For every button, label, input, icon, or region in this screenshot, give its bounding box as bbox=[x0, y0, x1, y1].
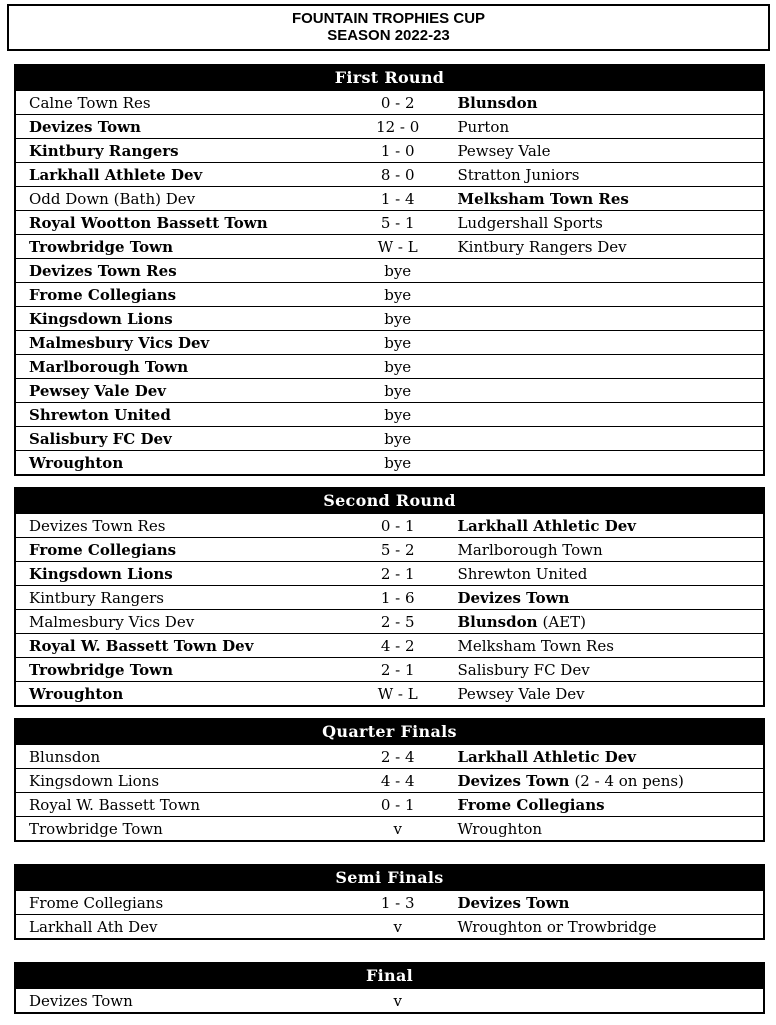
match-score: 4 - 4 bbox=[380, 771, 415, 790]
round-title: First Round bbox=[16, 66, 763, 90]
round-section bbox=[14, 64, 765, 476]
match-score: 0 - 2 bbox=[380, 93, 415, 112]
match-score: 1 - 4 bbox=[380, 189, 415, 208]
home-team: Frome Collegians bbox=[29, 893, 164, 912]
away-team bbox=[454, 796, 763, 814]
away-team-name: Purton bbox=[457, 117, 510, 136]
home-team: Calne Town Res bbox=[29, 93, 151, 112]
home-team: Trowbridge Town bbox=[29, 237, 173, 256]
home-team: Trowbridge Town bbox=[29, 660, 173, 679]
away-team bbox=[454, 918, 763, 936]
away-team-name: Wroughton bbox=[457, 819, 543, 838]
match-row bbox=[16, 186, 763, 210]
match-score: bye bbox=[384, 429, 412, 448]
home-team: Blunsdon bbox=[29, 747, 101, 766]
away-team bbox=[454, 541, 763, 559]
match-score: 5 - 1 bbox=[380, 213, 415, 232]
home-team: Trowbridge Town bbox=[29, 819, 163, 838]
round-title: Semi Finals bbox=[16, 866, 763, 890]
match-row bbox=[16, 90, 763, 114]
match-row bbox=[16, 282, 763, 306]
match-score: 1 - 6 bbox=[380, 588, 415, 607]
home-team: Wroughton bbox=[29, 684, 124, 703]
away-team bbox=[454, 142, 763, 160]
match-row bbox=[16, 402, 763, 426]
match-score: 2 - 4 bbox=[380, 747, 415, 766]
match-score: 1 - 3 bbox=[380, 893, 415, 912]
match-score: v bbox=[393, 917, 402, 936]
away-team bbox=[454, 637, 763, 655]
match-row bbox=[16, 114, 763, 138]
match-row bbox=[16, 306, 763, 330]
away-team bbox=[454, 166, 763, 184]
home-team: Devizes Town bbox=[29, 117, 141, 136]
match-score: 12 - 0 bbox=[376, 117, 420, 136]
away-team bbox=[454, 772, 763, 790]
away-team-name: Devizes Town bbox=[457, 588, 570, 607]
match-score: bye bbox=[384, 453, 412, 472]
away-team-name: Devizes Town bbox=[457, 893, 570, 912]
match-score: 4 - 2 bbox=[380, 636, 415, 655]
match-score: W - L bbox=[377, 684, 418, 703]
away-team-name: Stratton Juniors bbox=[457, 165, 580, 184]
home-team: Kingsdown Lions bbox=[29, 771, 160, 790]
rounds-container bbox=[0, 64, 776, 1014]
match-row bbox=[16, 354, 763, 378]
away-team-name: Pewsey Vale bbox=[457, 141, 551, 160]
away-team-name: Ludgershall Sports bbox=[457, 213, 603, 232]
away-team-name: Salisbury FC Dev bbox=[457, 660, 590, 679]
away-note: (AET) bbox=[542, 612, 587, 631]
away-team-name: Larkhall Athletic Dev bbox=[457, 516, 636, 535]
match-row bbox=[16, 450, 763, 474]
away-team bbox=[454, 238, 763, 256]
match-score: v bbox=[393, 991, 402, 1010]
match-score: 8 - 0 bbox=[380, 165, 415, 184]
tournament-title: FOUNTAIN TROPHIES CUP bbox=[291, 10, 486, 27]
home-team: Kintbury Rangers bbox=[29, 588, 164, 607]
home-team: Malmesbury Vics Dev bbox=[29, 612, 195, 631]
match-score: bye bbox=[384, 285, 412, 304]
match-row bbox=[16, 513, 763, 537]
match-score: 2 - 5 bbox=[380, 612, 415, 631]
match-row bbox=[16, 988, 763, 1012]
home-team: Royal W. Bassett Town Dev bbox=[29, 636, 254, 655]
match-score: bye bbox=[384, 405, 412, 424]
match-row bbox=[16, 537, 763, 561]
match-row bbox=[16, 234, 763, 258]
round-section bbox=[14, 718, 765, 842]
match-row bbox=[16, 426, 763, 450]
match-row bbox=[16, 792, 763, 816]
home-team: Odd Down (Bath) Dev bbox=[29, 189, 196, 208]
away-team bbox=[454, 661, 763, 679]
away-team bbox=[454, 118, 763, 136]
away-team bbox=[454, 190, 763, 208]
home-team: Devizes Town Res bbox=[29, 261, 177, 280]
match-score: 2 - 1 bbox=[380, 564, 415, 583]
home-team: Wroughton bbox=[29, 453, 124, 472]
home-team: Marlborough Town bbox=[29, 357, 189, 376]
away-team bbox=[454, 894, 763, 912]
home-team: Kintbury Rangers bbox=[29, 141, 179, 160]
away-team bbox=[454, 589, 763, 607]
match-row bbox=[16, 890, 763, 914]
away-team-name: Wroughton or Trowbridge bbox=[457, 917, 657, 936]
home-team: Frome Collegians bbox=[29, 540, 177, 559]
match-score: 0 - 1 bbox=[380, 795, 415, 814]
round-section bbox=[14, 487, 765, 707]
match-score: 1 - 0 bbox=[380, 141, 415, 160]
match-row bbox=[16, 162, 763, 186]
away-team-name: Larkhall Athletic Dev bbox=[457, 747, 636, 766]
away-team bbox=[454, 685, 763, 703]
round-title: Quarter Finals bbox=[16, 720, 763, 744]
match-row bbox=[16, 744, 763, 768]
away-team bbox=[454, 820, 763, 838]
page-header bbox=[7, 4, 770, 51]
away-note: (2 - 4 on pens) bbox=[574, 771, 684, 790]
match-score: bye bbox=[384, 261, 412, 280]
match-row bbox=[16, 633, 763, 657]
home-team: Frome Collegians bbox=[29, 285, 177, 304]
home-team: Malmesbury Vics Dev bbox=[29, 333, 210, 352]
match-score: bye bbox=[384, 381, 412, 400]
away-team bbox=[454, 613, 763, 631]
away-team bbox=[454, 214, 763, 232]
season-subtitle: SEASON 2022-23 bbox=[327, 27, 450, 44]
match-row bbox=[16, 681, 763, 705]
away-team-name: Marlborough Town bbox=[457, 540, 603, 559]
home-team: Salisbury FC Dev bbox=[29, 429, 172, 448]
match-score: bye bbox=[384, 333, 412, 352]
home-team: Larkhall Ath Dev bbox=[29, 917, 158, 936]
match-row bbox=[16, 210, 763, 234]
match-score: v bbox=[393, 819, 402, 838]
away-team-name: Melksham Town Res bbox=[457, 189, 629, 208]
match-score: 5 - 2 bbox=[380, 540, 415, 559]
match-score: bye bbox=[384, 357, 412, 376]
away-team-name: Kintbury Rangers Dev bbox=[457, 237, 627, 256]
match-row bbox=[16, 258, 763, 282]
away-team-name: Shrewton United bbox=[457, 564, 588, 583]
away-team-name: Blunsdon bbox=[457, 93, 538, 112]
match-score: 2 - 1 bbox=[380, 660, 415, 679]
home-team: Kingsdown Lions bbox=[29, 564, 173, 583]
home-team: Devizes Town Res bbox=[29, 516, 166, 535]
home-team: Pewsey Vale Dev bbox=[29, 381, 166, 400]
match-score: 0 - 1 bbox=[380, 516, 415, 535]
home-team: Kingsdown Lions bbox=[29, 309, 173, 328]
match-row bbox=[16, 561, 763, 585]
away-team-name: Pewsey Vale Dev bbox=[457, 684, 585, 703]
away-team bbox=[454, 565, 763, 583]
round-section bbox=[14, 962, 765, 1014]
away-team-name: Blunsdon bbox=[457, 612, 538, 631]
match-row bbox=[16, 609, 763, 633]
home-team: Devizes Town bbox=[29, 991, 133, 1010]
home-team: Shrewton United bbox=[29, 405, 171, 424]
home-team: Royal W. Bassett Town bbox=[29, 795, 201, 814]
home-team: Royal Wootton Bassett Town bbox=[29, 213, 268, 232]
away-team-name: Devizes Town bbox=[457, 771, 570, 790]
match-score: bye bbox=[384, 309, 412, 328]
match-row bbox=[16, 585, 763, 609]
match-row bbox=[16, 378, 763, 402]
match-row bbox=[16, 768, 763, 792]
round-title: Second Round bbox=[16, 489, 763, 513]
away-team bbox=[454, 94, 763, 112]
round-section bbox=[14, 864, 765, 940]
match-score: W - L bbox=[377, 237, 418, 256]
match-row bbox=[16, 914, 763, 938]
away-team bbox=[454, 517, 763, 535]
match-row bbox=[16, 330, 763, 354]
away-team-name: Frome Collegians bbox=[457, 795, 605, 814]
match-row bbox=[16, 657, 763, 681]
match-row bbox=[16, 138, 763, 162]
away-team-name: Melksham Town Res bbox=[457, 636, 614, 655]
away-team bbox=[454, 748, 763, 766]
match-row bbox=[16, 816, 763, 840]
round-title: Final bbox=[16, 964, 763, 988]
home-team: Larkhall Athlete Dev bbox=[29, 165, 203, 184]
